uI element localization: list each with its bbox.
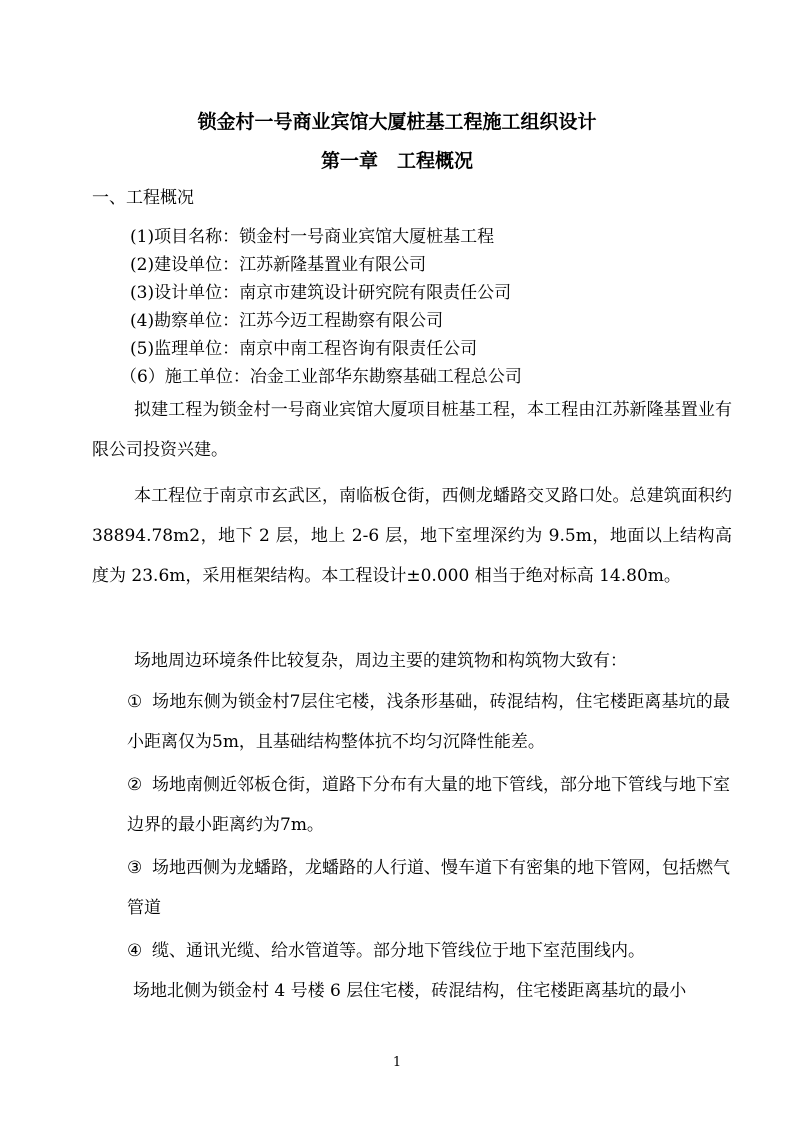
page-number: 1 bbox=[392, 1055, 402, 1070]
chapter-title: 第一章 工程概况 bbox=[320, 150, 473, 172]
surrounding-item bbox=[127, 682, 730, 762]
item-text: 缆、通讯光缆、给水管道等。部分地下管线位于地下室范围线内。 bbox=[152, 941, 645, 961]
project-info-item: (3)设计单位：南京市建筑设计研究院有限责任公司 bbox=[130, 283, 512, 303]
surrounding-item bbox=[127, 765, 730, 845]
item-text: 场地西侧为龙蟠路，龙蟠路的人行道、慢车道下有密集的地下管网，包括燃气管道 bbox=[127, 858, 730, 918]
project-info-item: （6）施工单位：冶金工业部华东勘察基础工程总公司 bbox=[120, 367, 522, 387]
item-number: ① bbox=[127, 692, 143, 712]
item-text: 场地东侧为锁金村7层住宅楼，浅条形基础，砖混结构，住宅楼距离基坑的最小距离仅为5m，且基础结构整体抗不均匀沉降性能差。 bbox=[127, 692, 730, 752]
paragraph-north: 场地北侧为锁金村 4 号楼 6 层住宅楼，砖混结构，住宅楼距离基坑的最小 bbox=[133, 981, 687, 1001]
item-number: ④ bbox=[127, 941, 143, 961]
item-number: ② bbox=[127, 775, 143, 795]
item-text: 场地南侧近邻板仓街，道路下分布有大量的地下管线，部分地下管线与地下室边界的最小距离约为7m。 bbox=[127, 775, 730, 835]
project-info-item: (4)勘察单位：江苏今迈工程勘察有限公司 bbox=[130, 311, 444, 331]
project-info-item: (2)建设单位：江苏新隆基置业有限公司 bbox=[130, 255, 427, 275]
paragraph-intro: 拟建工程为锁金村一号商业宾馆大厦项目桩基工程，本工程由江苏新隆基置业有限公司投资兴建。 bbox=[92, 400, 732, 460]
paragraph-location: 本工程位于南京市玄武区，南临板仓街，西侧龙蟠路交叉路口处。总建筑面积约 38894.78m2，地下 2 层，地上 2-6 层，地下室埋深约为 9.5m，地面以上结构高度为 23.6m，采用框架结构。本工程设计±0.000 相当于绝对标高 14.80m。 bbox=[92, 486, 732, 586]
paragraph-surroundings: 场地周边环境条件比较复杂，周边主要的建筑物和构筑物大致有： bbox=[134, 651, 627, 671]
surrounding-item bbox=[127, 848, 730, 928]
document-title: 锁金村一号商业宾馆大厦桩基工程施工组织设计 bbox=[197, 111, 597, 133]
section-heading: 一、工程概况 bbox=[92, 188, 194, 208]
item-number: ③ bbox=[127, 858, 143, 878]
surrounding-item bbox=[127, 931, 730, 971]
project-info-item: (5)监理单位：南京中南工程咨询有限责任公司 bbox=[130, 339, 478, 359]
project-info-item: (1)项目名称：锁金村一号商业宾馆大厦桩基工程 bbox=[130, 227, 495, 247]
